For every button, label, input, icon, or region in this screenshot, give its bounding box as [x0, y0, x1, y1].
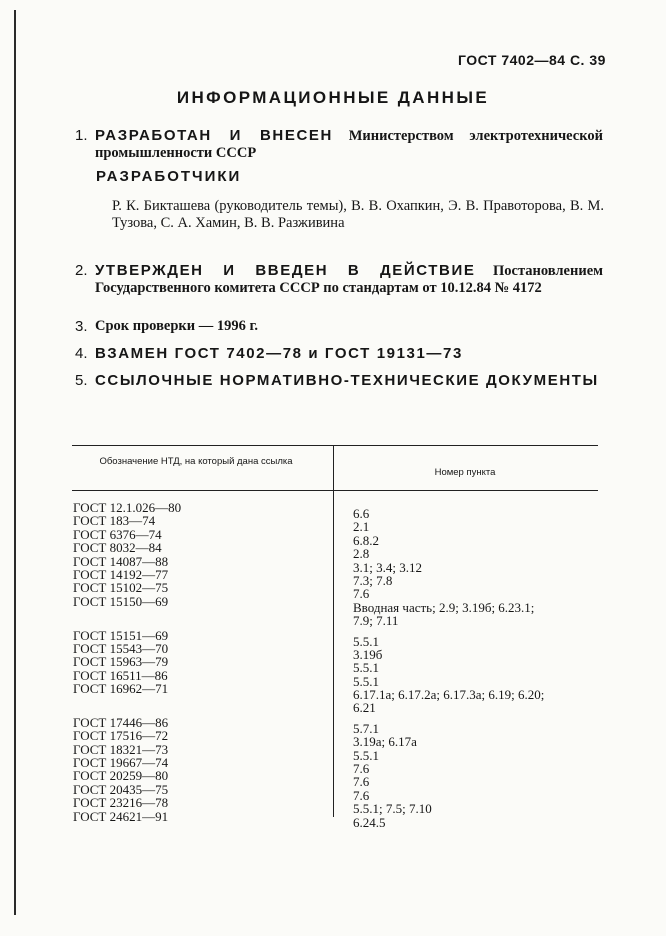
table-row-points: 6.24.5 — [353, 814, 386, 830]
info-item-1 — [75, 127, 603, 162]
table-row-doc: ГОСТ 20435—75 — [73, 781, 169, 797]
left-margin-line — [14, 10, 16, 915]
page-header-reference: ГОСТ 7402—84 С. 39 — [458, 52, 606, 68]
table-row-doc: ГОСТ 18321—73 — [73, 741, 169, 757]
table-row-doc: ГОСТ 24621—91 — [73, 808, 169, 824]
table-row-points: 5.5.1; 7.5; 7.10 — [353, 801, 432, 817]
item-number: 4. — [75, 345, 88, 362]
table-row-doc: ГОСТ 8032—84 — [73, 540, 162, 556]
item-number: 2. — [75, 262, 88, 279]
item-heading: ВЗАМЕН ГОСТ 7402—78 и ГОСТ 19131—73 — [95, 345, 463, 362]
table-row-points: 6.6 — [353, 506, 370, 521]
table-row-doc: ГОСТ 16962—71 — [73, 681, 169, 697]
table-row-points: 7.3; 7.8 — [353, 572, 393, 588]
info-item-4 — [75, 345, 603, 363]
table-row-points: 2.1 — [353, 519, 370, 535]
table-row-doc: ГОСТ 14192—77 — [73, 566, 169, 582]
item-heading: ССЫЛОЧНЫЕ НОРМАТИВНО-ТЕХНИЧЕСКИЕ ДОКУМЕНТЫ — [95, 372, 599, 389]
table-row-doc: ГОСТ 23216—78 — [73, 795, 169, 811]
table-row-points-cont: 7.9; 7.11 — [353, 613, 399, 629]
item-heading: РАЗРАБОТАН И ВНЕСЕН — [95, 127, 333, 144]
item-text: Постановлением Государственного комитета СССР по стандартам от 10.12.84 № 4172 — [95, 263, 604, 296]
table-row-points: 7.6 — [353, 774, 370, 790]
table-row-doc: ГОСТ 15102—75 — [73, 580, 169, 596]
table-row-doc: ГОСТ 6376—74 — [73, 526, 162, 542]
table-header-points: Номер пункта — [434, 467, 496, 478]
table-row-points: 6.17.1а; 6.17.2а; 6.17.3а; 6.19; 6.20; — [353, 687, 545, 703]
table-row-points: Вводная часть; 2.9; 3.19б; 6.23.1; — [353, 599, 535, 615]
table-row-points: 5.5.1 — [353, 660, 379, 676]
item-number: 5. — [75, 372, 88, 389]
table-row-points: 5.5.1 — [353, 673, 379, 689]
table-row-points: 6.8.2 — [353, 532, 379, 548]
table-row-doc: ГОСТ 16511—86 — [73, 667, 168, 683]
developers-text: Р. К. Бикташева (руководитель темы), В. В. Охапкин, Э. В. Правоторова, В. М. Тузова, С. А. Хамин, В. В. Разживина — [112, 198, 604, 231]
table-top-rule — [72, 445, 598, 446]
table-column-divider — [333, 445, 334, 817]
item-text: Срок проверки — 1996 г. — [95, 318, 259, 334]
info-item-3 — [75, 318, 603, 335]
table-row-doc: ГОСТ 15150—69 — [73, 593, 169, 609]
item-number: 1. — [75, 127, 88, 144]
table-row-doc: ГОСТ 17446—86 — [73, 714, 169, 730]
developers-title: РАЗРАБОТЧИКИ — [96, 168, 242, 185]
table-row-points: 7.6 — [353, 761, 370, 777]
table-row-doc: ГОСТ 12.1.026—80 — [73, 500, 182, 515]
item-text: Министерством электротехнической промышленности СССР — [95, 128, 603, 161]
table-row-doc: ГОСТ 17516—72 — [73, 728, 169, 744]
table-row-doc: ГОСТ 14087—88 — [73, 553, 169, 569]
table-row-points: 7.6 — [353, 586, 370, 602]
item-number: 3. — [75, 318, 88, 335]
table-row-points: 5.5.1 — [353, 747, 379, 763]
table-row-doc: ГОСТ 15543—70 — [73, 640, 169, 656]
table-row-points: 3.19а; 6.17а — [353, 734, 417, 750]
page-title: ИНФОРМАЦИОННЫЕ ДАННЫЕ — [176, 88, 490, 107]
table-row-points: 5.7.1 — [353, 720, 379, 736]
table-header-rule — [72, 490, 598, 491]
item-heading: УТВЕРЖДЕН И ВВЕДЕН В ДЕЙСТВИЕ — [95, 262, 476, 279]
table-row-doc: ГОСТ 20259—80 — [73, 768, 169, 784]
table-row-points-cont: 6.21 — [353, 700, 376, 716]
info-item-5 — [75, 372, 603, 390]
table-row-doc: ГОСТ 15151—69 — [73, 627, 169, 643]
table-row-points: 2.8 — [353, 546, 370, 562]
table-row-doc: ГОСТ 15963—79 — [73, 654, 169, 670]
table-row-points: 3.19б — [353, 646, 383, 662]
info-item-2 — [75, 262, 603, 297]
table-col-documents — [73, 501, 181, 823]
table-row-doc: ГОСТ 19667—74 — [73, 755, 169, 771]
table-row-points: 3.1; 3.4; 3.12 — [353, 559, 422, 575]
table-row-points: 7.6 — [353, 787, 370, 803]
table-row-doc: ГОСТ 183—74 — [73, 513, 156, 529]
table-header-document: Обозначение НТД, на который дана ссылка — [99, 456, 293, 467]
table-col-points — [353, 507, 544, 829]
table-row-points: 5.5.1 — [353, 633, 379, 649]
developers-list — [96, 198, 604, 232]
